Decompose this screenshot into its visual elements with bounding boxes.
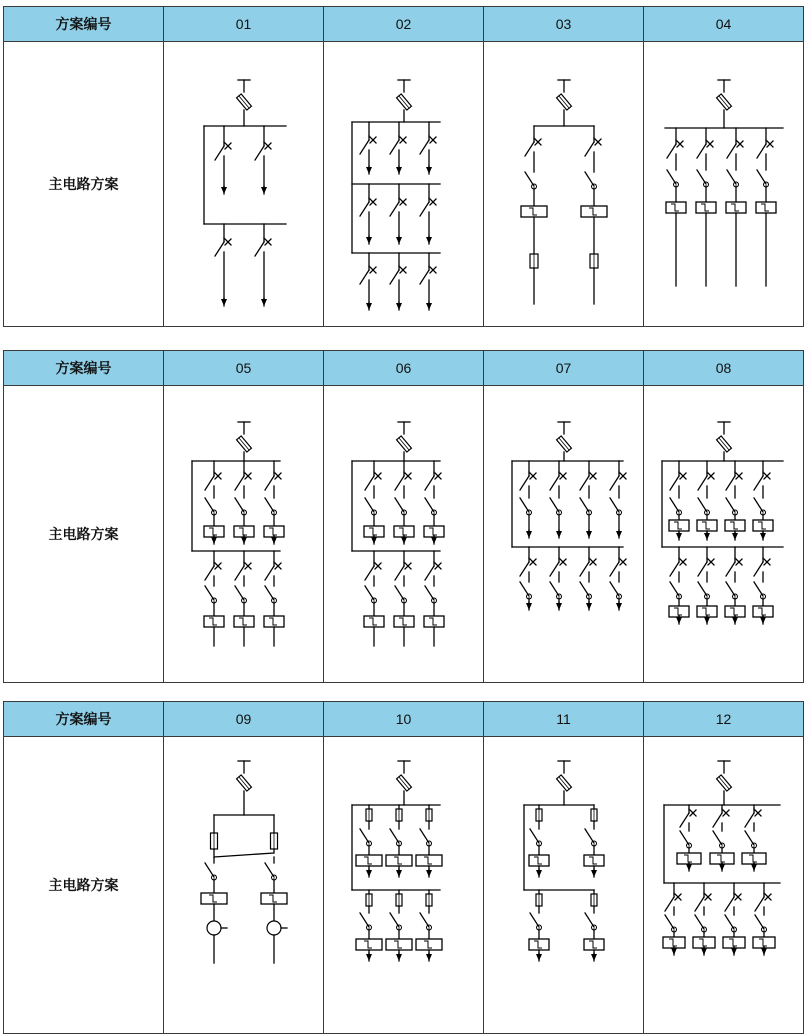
main-circuit-row	[4, 737, 804, 1034]
outgoing-arrow	[676, 533, 682, 540]
interlock-bar	[214, 853, 274, 857]
breaker	[525, 142, 534, 156]
outgoing-arrow	[366, 237, 372, 244]
fuse-disconnector	[557, 775, 572, 791]
outgoing-arrow	[401, 537, 407, 544]
circuit-04-svg	[644, 42, 804, 326]
fuse-disconnector	[717, 775, 732, 791]
breaker	[727, 144, 736, 158]
scheme-number-02: 02	[324, 7, 484, 42]
current-transformer	[267, 921, 281, 935]
outgoing-arrow	[261, 299, 267, 306]
breaker	[395, 566, 404, 580]
outgoing-arrow	[426, 954, 432, 961]
breaker	[726, 562, 735, 576]
outgoing-arrow	[586, 603, 592, 610]
circuit-diagram-07	[484, 386, 644, 683]
scheme-table-2	[3, 350, 804, 683]
breaker	[580, 562, 589, 576]
outgoing-arrow	[221, 187, 227, 194]
breaker	[390, 140, 399, 154]
breaker	[365, 476, 374, 490]
outgoing-arrow	[426, 303, 432, 310]
fuse-disconnector	[397, 775, 412, 791]
outgoing-arrow	[761, 948, 767, 955]
breaker	[665, 897, 674, 911]
outgoing-arrow	[686, 864, 692, 871]
outgoing-arrow	[366, 303, 372, 310]
breaker	[695, 897, 704, 911]
header-row	[4, 702, 804, 737]
main-circuit-row	[4, 386, 804, 683]
outgoing-arrow	[431, 537, 437, 544]
main-circuit-label: 主电路方案	[4, 42, 164, 327]
outgoing-arrow	[211, 537, 217, 544]
breaker	[390, 270, 399, 284]
circuit-diagram-11	[484, 737, 644, 1034]
scheme-number-01: 01	[164, 7, 324, 42]
outgoing-arrow	[616, 531, 622, 538]
scheme-number-08: 08	[644, 351, 804, 386]
circuit-05-svg	[164, 386, 324, 682]
outgoing-arrow	[719, 864, 725, 871]
outgoing-arrow	[396, 870, 402, 877]
outgoing-arrow	[241, 537, 247, 544]
outgoing-arrow	[676, 617, 682, 624]
header-row	[4, 351, 804, 386]
outgoing-arrow	[556, 531, 562, 538]
breaker	[667, 144, 676, 158]
breaker	[420, 270, 429, 284]
circuit-02-svg	[324, 42, 484, 326]
main-circuit-label: 主电路方案	[4, 386, 164, 683]
fuse-disconnector	[237, 775, 252, 791]
scheme-number-04: 04	[644, 7, 804, 42]
outgoing-arrow	[536, 954, 542, 961]
circuit-10-svg	[324, 737, 484, 1033]
breaker	[205, 476, 214, 490]
breaker	[757, 144, 766, 158]
breaker	[680, 813, 689, 827]
breaker	[420, 202, 429, 216]
breaker	[670, 562, 679, 576]
breaker	[235, 476, 244, 490]
outgoing-arrow	[221, 299, 227, 306]
breaker	[425, 566, 434, 580]
scheme-number-12: 12	[644, 702, 804, 737]
circuit-diagram-06	[324, 386, 484, 683]
scheme-number-06: 06	[324, 351, 484, 386]
fuse-disconnector	[557, 94, 572, 110]
breaker	[550, 562, 559, 576]
breaker	[390, 202, 399, 216]
breaker	[670, 476, 679, 490]
outgoing-arrow	[526, 531, 532, 538]
breaker	[726, 476, 735, 490]
scheme-number-10: 10	[324, 702, 484, 737]
breaker	[585, 142, 594, 156]
outgoing-arrow	[760, 617, 766, 624]
circuit-01-svg	[164, 42, 324, 326]
outgoing-arrow	[366, 167, 372, 174]
breaker	[754, 562, 763, 576]
current-transformer	[207, 921, 221, 935]
breaker	[550, 476, 559, 490]
breaker	[215, 146, 224, 160]
scheme-number-label: 方案编号	[4, 7, 164, 42]
outgoing-arrow	[396, 303, 402, 310]
outgoing-arrow	[426, 870, 432, 877]
circuit-03-svg	[484, 42, 644, 326]
breaker	[745, 813, 754, 827]
circuit-07-svg	[484, 386, 644, 682]
scheme-number-05: 05	[164, 351, 324, 386]
fuse-disconnector	[397, 436, 412, 452]
breaker	[215, 242, 224, 256]
breaker	[520, 476, 529, 490]
outgoing-arrow	[396, 954, 402, 961]
outgoing-arrow	[536, 870, 542, 877]
outgoing-arrow	[426, 237, 432, 244]
breaker	[205, 566, 214, 580]
breaker	[235, 566, 244, 580]
outgoing-arrow	[586, 531, 592, 538]
breaker	[365, 566, 374, 580]
circuit-12-svg	[644, 737, 804, 1033]
circuit-diagram-04	[644, 42, 804, 327]
breaker	[610, 476, 619, 490]
outgoing-arrow	[704, 617, 710, 624]
breaker	[754, 476, 763, 490]
outgoing-arrow	[616, 603, 622, 610]
circuit-diagram-03	[484, 42, 644, 327]
circuit-diagram-10	[324, 737, 484, 1034]
breaker	[755, 897, 764, 911]
breaker	[698, 476, 707, 490]
circuit-09-svg	[164, 737, 324, 1033]
breaker	[580, 476, 589, 490]
circuit-diagram-08	[644, 386, 804, 683]
circuit-diagram-12	[644, 737, 804, 1034]
scheme-number-09: 09	[164, 702, 324, 737]
fuse-disconnector	[397, 94, 412, 110]
scheme-number-11: 11	[484, 702, 644, 737]
breaker	[265, 566, 274, 580]
fuse-disconnector	[717, 94, 732, 110]
circuit-diagram-09	[164, 737, 324, 1034]
main-circuit-label: 主电路方案	[4, 737, 164, 1034]
scheme-number-07: 07	[484, 351, 644, 386]
breaker	[360, 140, 369, 154]
outgoing-arrow	[271, 537, 277, 544]
breaker	[698, 562, 707, 576]
outgoing-arrow	[396, 237, 402, 244]
breaker	[420, 140, 429, 154]
breaker	[725, 897, 734, 911]
breaker	[697, 144, 706, 158]
fuse-disconnector	[237, 94, 252, 110]
outgoing-arrow	[701, 948, 707, 955]
outgoing-arrow	[591, 954, 597, 961]
breaker	[255, 242, 264, 256]
fuse-disconnector	[237, 436, 252, 452]
outgoing-arrow	[426, 167, 432, 174]
scheme-table-1	[3, 6, 804, 327]
outgoing-arrow	[366, 870, 372, 877]
fuse-disconnector	[557, 436, 572, 452]
scheme-number-03: 03	[484, 7, 644, 42]
circuit-06-svg	[324, 386, 484, 682]
outgoing-arrow	[751, 864, 757, 871]
breaker	[520, 562, 529, 576]
outgoing-arrow	[371, 537, 377, 544]
scheme-table-3	[3, 701, 804, 1034]
outgoing-arrow	[732, 533, 738, 540]
outgoing-arrow	[591, 870, 597, 877]
fuse-disconnector	[717, 436, 732, 452]
outgoing-arrow	[526, 603, 532, 610]
circuit-diagram-02	[324, 42, 484, 327]
breaker	[395, 476, 404, 490]
breaker	[360, 270, 369, 284]
breaker	[713, 813, 722, 827]
scheme-number-label: 方案编号	[4, 702, 164, 737]
outgoing-arrow	[396, 167, 402, 174]
outgoing-arrow	[732, 617, 738, 624]
circuit-11-svg	[484, 737, 644, 1033]
circuit-diagram-05	[164, 386, 324, 683]
outgoing-arrow	[704, 533, 710, 540]
breaker	[360, 202, 369, 216]
main-circuit-row	[4, 42, 804, 327]
breaker	[425, 476, 434, 490]
breaker	[265, 476, 274, 490]
scheme-number-label: 方案编号	[4, 351, 164, 386]
outgoing-arrow	[556, 603, 562, 610]
header-row	[4, 7, 804, 42]
outgoing-arrow	[261, 187, 267, 194]
circuit-08-svg	[644, 386, 804, 682]
outgoing-arrow	[366, 954, 372, 961]
breaker	[610, 562, 619, 576]
breaker	[255, 146, 264, 160]
outgoing-arrow	[760, 533, 766, 540]
outgoing-arrow	[731, 948, 737, 955]
circuit-diagram-01	[164, 42, 324, 327]
outgoing-arrow	[671, 948, 677, 955]
